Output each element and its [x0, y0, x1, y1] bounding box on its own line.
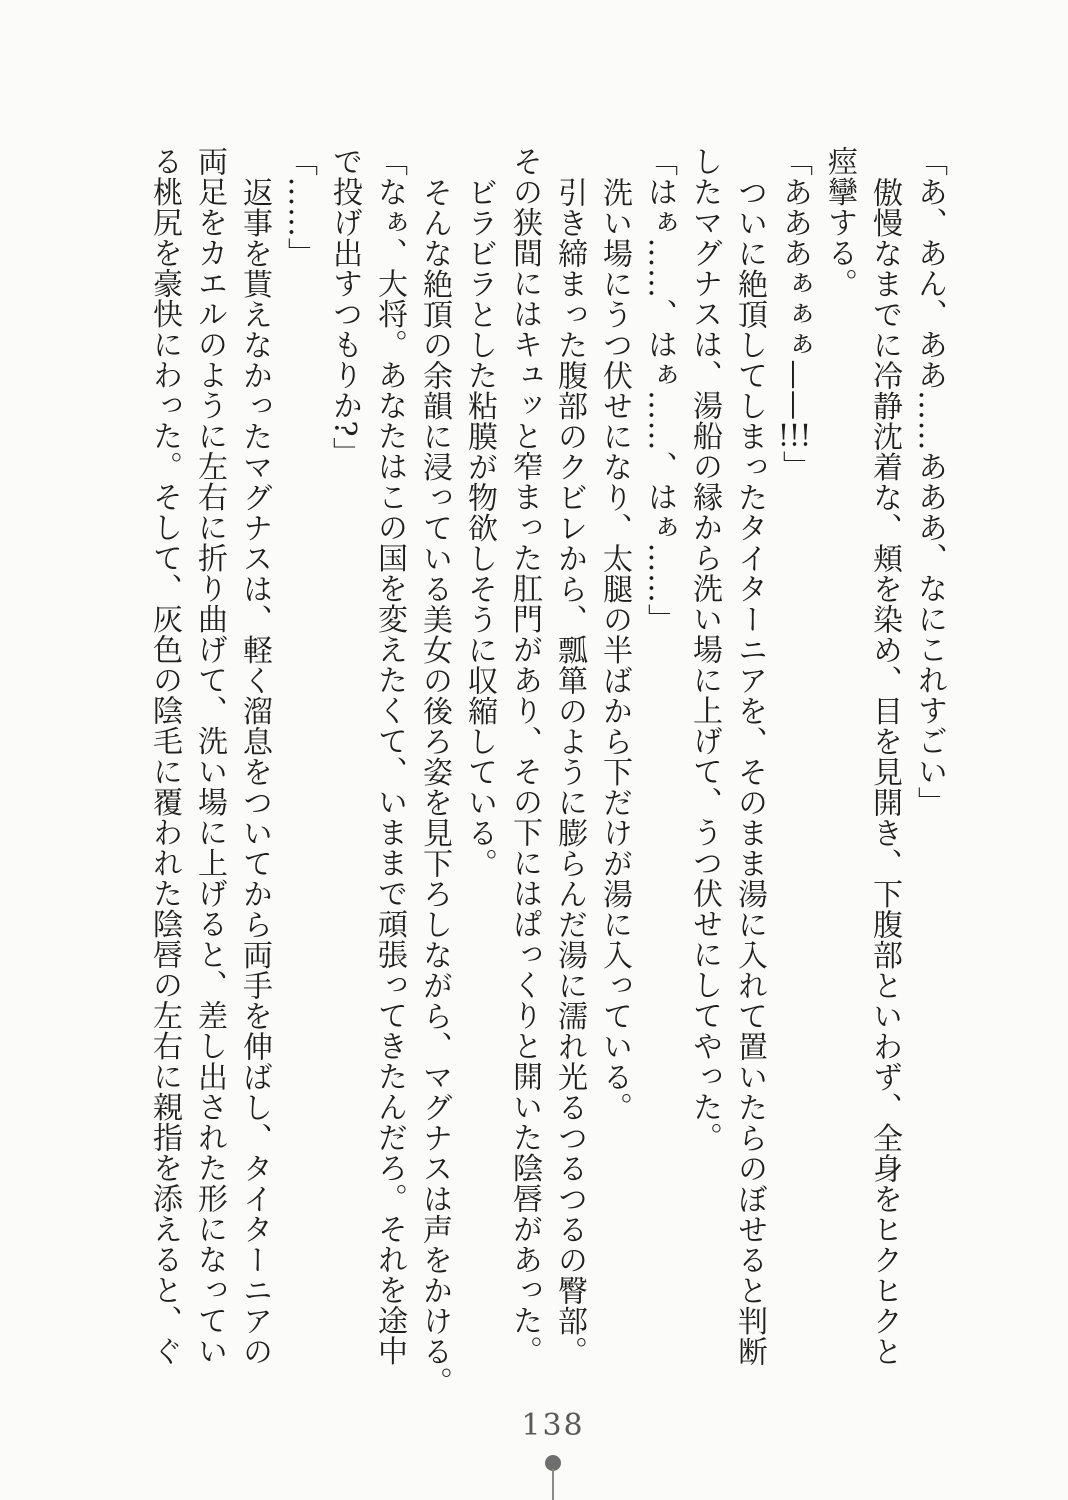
text-line — [817, 146, 862, 1370]
text-line — [277, 146, 322, 1370]
text-segment: 「あああぁぁぁ—— — [777, 146, 812, 421]
text-segment: 「あ、あん、ああ……あああ、なにこれすごい」 — [912, 146, 947, 817]
text-segment: 返事を貰えなかったマグナスは、軽く溜息をついてから両手を伸ばし、タイターニアの — [237, 177, 272, 1367]
text-segment: 」 — [777, 450, 812, 481]
text-line — [907, 146, 952, 1370]
text-line — [772, 146, 817, 1370]
text-segment: 両足をカエルのように左右に折り曲げて、洗い場に上げると、差し出された形になってい — [192, 146, 227, 1366]
text-segment: ビラビラとした粘膜が物欲しそうに収縮している。 — [462, 177, 497, 879]
page-text — [142, 146, 952, 1397]
footer-rule-ornament — [552, 1469, 554, 1500]
text-segment: る桃尻を豪快にわった。そして、灰色の陰毛に覆われた陰唇の左右に親指を添えると、ぐ — [147, 146, 182, 1366]
text-segment: 引き締まった腹部のクビレから、瓢箪のように膨らんだ湯に濡れ光るつるつるの臀部。 — [552, 177, 587, 1367]
text-line — [682, 146, 727, 1370]
text-line — [232, 146, 277, 1370]
text-segment: そんな絶頂の余韻に浸っている美女の後ろ姿を見下ろしながら、マグナスは声をかける。 — [417, 177, 452, 1397]
text-segment: ついに絶頂してしまったタイターニアを、そのまま湯に入れて置いたらのぼせると判断 — [732, 177, 767, 1367]
text-line — [142, 146, 187, 1370]
text-segment: 傲慢なまでに冷静沈着な、頬を染め、目を見開き、下腹部といわず、全身をヒクヒクと — [867, 177, 902, 1367]
text-line — [322, 146, 367, 1370]
tate-chu-yoko-text: !!! — [778, 420, 811, 451]
text-line — [367, 146, 412, 1370]
text-segment: その狭間にはキュッと窄まった肛門があり、その下にはぱっくりと開いた陰唇があった。 — [507, 146, 542, 1366]
text-segment: 痙攣する。 — [822, 146, 857, 299]
text-segment: 「なぁ、大将。あなたはこの国を変えたくて、いままで頑張ってきたんだろ。それを途中 — [372, 146, 407, 1366]
text-segment: 「はぁ……、はぁ……、はぁ……」 — [642, 146, 677, 634]
text-line — [592, 146, 637, 1370]
text-line — [412, 146, 457, 1397]
text-line — [637, 146, 682, 1370]
text-line — [727, 146, 772, 1370]
text-line — [457, 146, 502, 1370]
text-segment: 洗い場にうつ伏せになり、太腿の半ばから下だけが湯に入っている。 — [597, 177, 632, 1123]
text-segment: 「……」 — [282, 146, 317, 268]
text-line — [547, 146, 592, 1370]
text-line — [502, 146, 547, 1370]
page-number: 138 — [521, 1408, 585, 1443]
text-line — [187, 146, 232, 1370]
text-segment: したマグナスは、湯船の縁から洗い場に上げて、うつ伏せにしてやった。 — [687, 146, 722, 1153]
text-segment: で投げ出すつもりか?」 — [327, 146, 362, 468]
text-line — [862, 146, 907, 1370]
